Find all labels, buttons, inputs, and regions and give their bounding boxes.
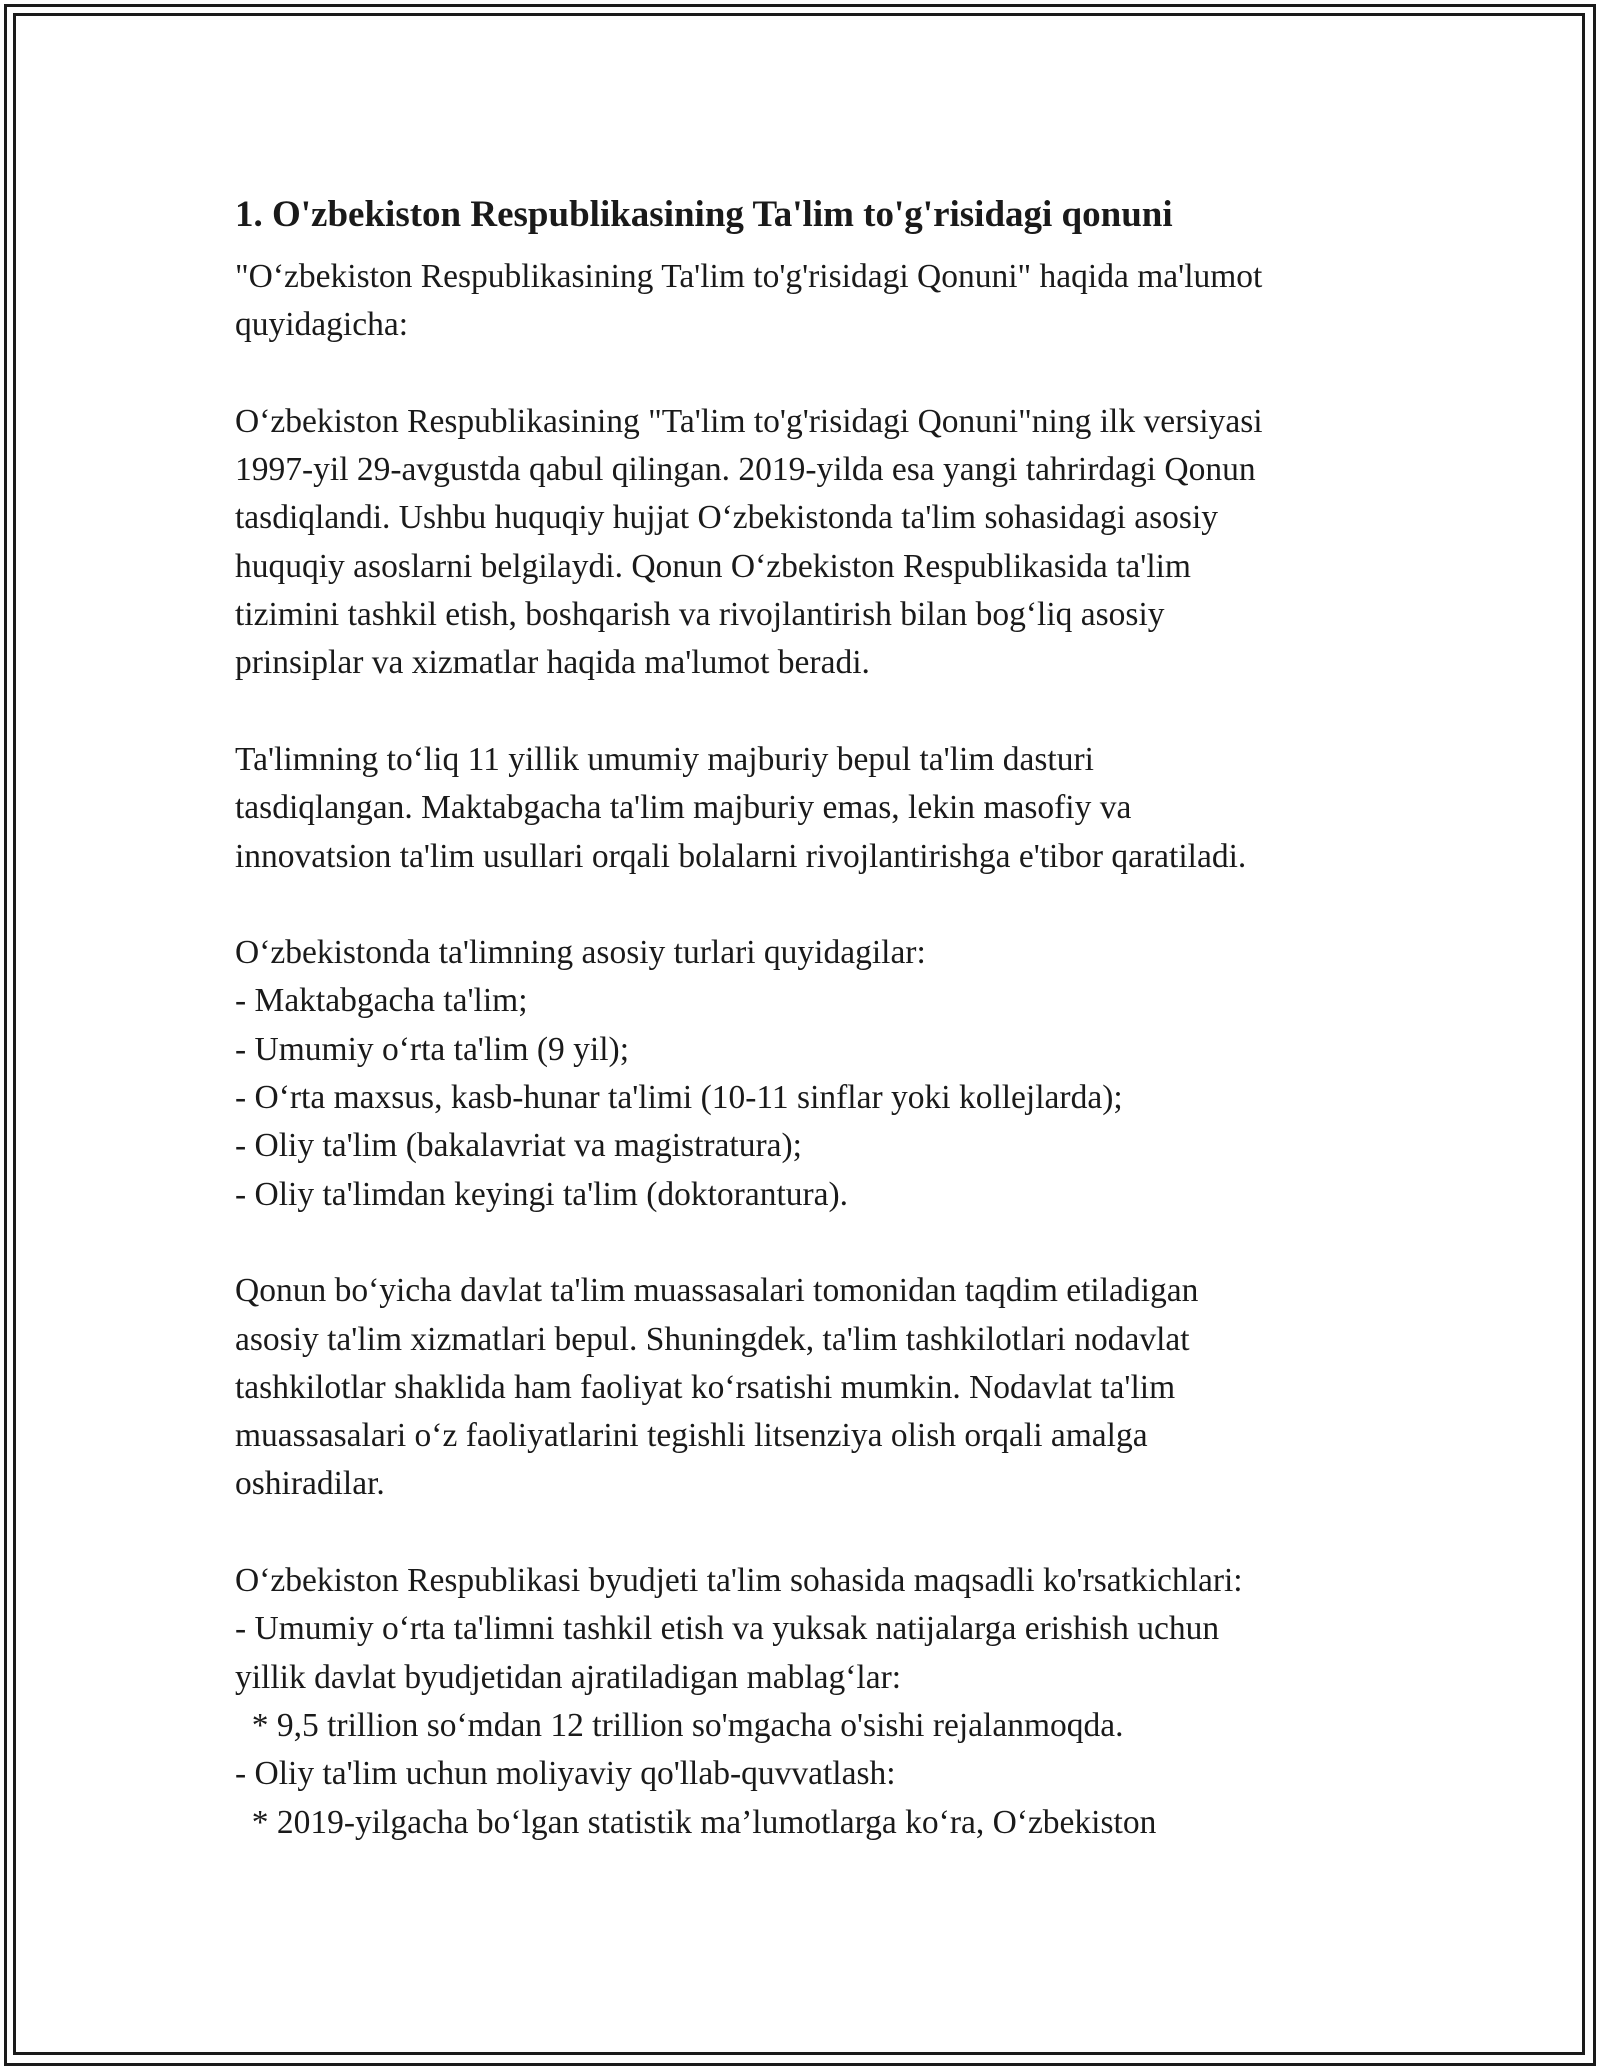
text-line: oshiradilar. — [235, 1465, 385, 1503]
paragraph-gap — [235, 688, 1395, 736]
paragraph-gap — [235, 881, 1395, 929]
text-line: 1997-yil 29-avgustda qabul qilingan. 2019-yilda esa yangi tahrirdagi Qonun — [235, 451, 1256, 489]
text-line: Qonun bo‘yicha davlat ta'lim muassasalari tomonidan taqdim etiladigan — [235, 1272, 1199, 1310]
paragraph-gap — [235, 1219, 1395, 1267]
paragraph-2 — [235, 398, 1395, 688]
text-line: quyidagicha: — [235, 306, 409, 344]
paragraph-1 — [235, 253, 1395, 350]
text-line: - Maktabgacha ta'lim; — [235, 982, 528, 1020]
text-line: tasdiqlandi. Ushbu huquqiy hujjat O‘zbekistonda ta'lim sohasidagi asosiy — [235, 499, 1218, 537]
text-line: tashkilotlar shaklida ham faoliyat ko‘rsatishi mumkin. Nodavlat ta'lim — [235, 1368, 1176, 1406]
section-heading: 1. O'zbekiston Respublikasining Ta'lim to'g'risidagi qonuni — [235, 194, 1173, 235]
text-line: asosiy ta'lim xizmatlari bepul. Shuningdek, ta'lim tashkilotlari nodavlat — [235, 1320, 1190, 1358]
text-line: tizimini tashkil etish, boshqarish va rivojlantirish bilan bog‘liq asosiy — [235, 596, 1165, 634]
text-line: - Umumiy o‘rta ta'lim (9 yil); — [235, 1030, 630, 1068]
text-line: "O‘zbekiston Respublikasining Ta'lim to'g'risidagi Qonuni" haqida ma'lumot — [235, 258, 1263, 295]
text-line: muassasalari o‘z faoliyatlarini tegishli litsenziya olish orqali amalga — [235, 1417, 1148, 1455]
paragraph-6 — [235, 1557, 1395, 1847]
text-line: - Oliy ta'lim (bakalavriat va magistratura); — [235, 1127, 802, 1165]
text-line: * 2019-yilgacha bo‘lgan statistik ma’lumotlarga ko‘ra, O‘zbekiston — [235, 1803, 1157, 1841]
paragraph-5 — [235, 1267, 1395, 1508]
text-line: huquqiy asoslarni belgilaydi. Qonun O‘zbekiston Respublikasida ta'lim — [235, 547, 1191, 585]
paragraph-3 — [235, 736, 1395, 881]
text-line: * 9,5 trillion so‘mdan 12 trillion so'mgacha o'sishi rejalanmoqda. — [235, 1706, 1124, 1744]
paragraph-gap — [235, 350, 1395, 398]
text-line: prinsiplar va xizmatlar haqida ma'lumot beradi. — [235, 644, 870, 682]
text-line: tasdiqlangan. Maktabgacha ta'lim majburiy emas, lekin masofiy va — [235, 789, 1132, 827]
paragraph-gap — [235, 1509, 1395, 1557]
text-line: O‘zbekistonda ta'limning asosiy turlari quyidagilar: — [235, 934, 926, 972]
text-line: - Oliy ta'lim uchun moliyaviy qo'llab-quvvatlash: — [235, 1755, 896, 1793]
text-line: O‘zbekiston Respublikasi byudjeti ta'lim sohasida maqsadli ko'rsatkichlari: — [235, 1562, 1243, 1600]
document-body — [235, 185, 1395, 1847]
text-line: yillik davlat byudjetidan ajratiladigan mablag‘lar: — [235, 1658, 902, 1696]
text-line: Ta'limning to‘liq 11 yillik umumiy majburiy bepul ta'lim dasturi — [235, 740, 1094, 778]
text-line: O‘zbekiston Respublikasining "Ta'lim to'g'risidagi Qonuni"ning ilk versiyasi — [235, 402, 1263, 440]
text-line: - Umumiy o‘rta ta'limni tashkil etish va yuksak natijalarga erishish uchun — [235, 1610, 1220, 1648]
text-line: - O‘rta maxsus, kasb-hunar ta'limi (10-11 sinflar yoki kollejlarda); — [235, 1079, 1123, 1117]
body-text — [235, 253, 1395, 1847]
text-line: innovatsion ta'lim usullari orqali bolalarni rivojlantirishga e'tibor qaratiladi. — [235, 837, 1247, 875]
paragraph-4 — [235, 929, 1395, 1219]
text-line: - Oliy ta'limdan keyingi ta'lim (doktorantura). — [235, 1175, 849, 1213]
